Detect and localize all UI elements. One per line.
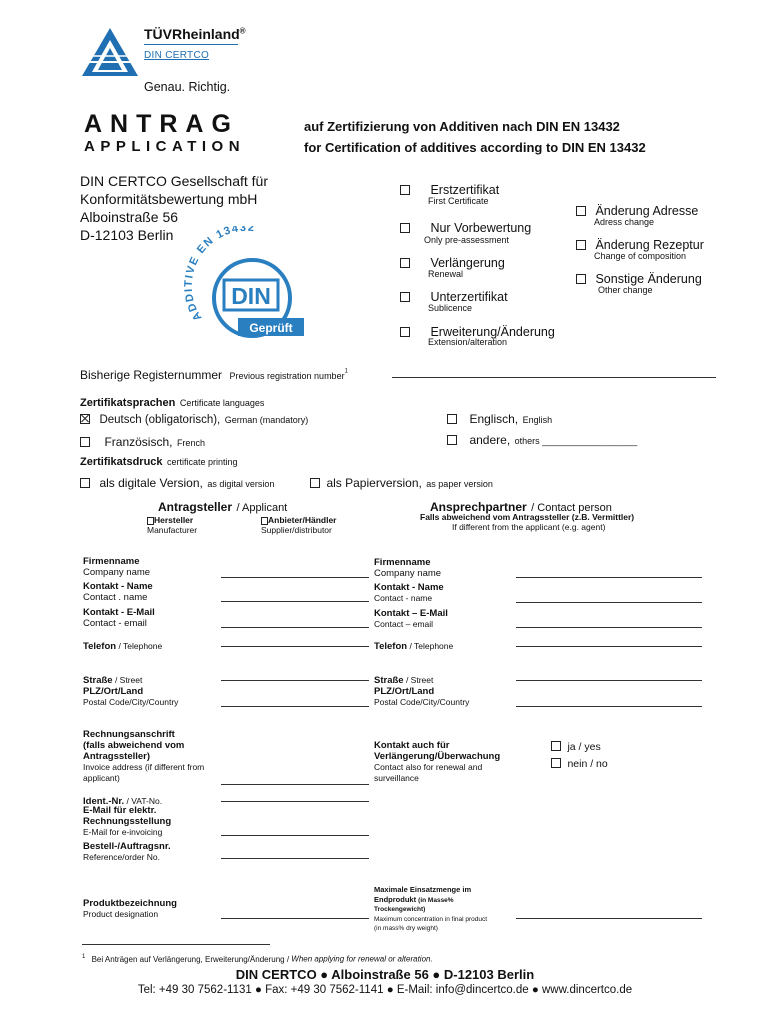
din-seal <box>180 226 320 346</box>
footer-address: DIN CERTCO ● Alboinstraße 56 ● D-12103 Berlin <box>235 967 535 982</box>
max-conc-label <box>374 885 487 934</box>
left-company-input[interactable] <box>221 577 369 578</box>
print-paper-en: as paper version <box>426 479 493 489</box>
max-conc-input[interactable] <box>516 918 702 919</box>
cert-type-sub: Only pre-assessment <box>424 235 510 245</box>
ident-de: Ident.-Nr. <box>83 796 125 807</box>
left-phone-en: / Telephone <box>116 641 163 651</box>
languages-heading-en: Certificate languages <box>179 398 265 408</box>
contact-heading-en: / Contact person <box>531 502 612 514</box>
left-postal-sub: Postal Code/City/Country <box>83 697 179 707</box>
registration-en: Previous registration number <box>229 371 345 381</box>
einvoice-input[interactable] <box>221 835 369 836</box>
left-contact-name-sub: Contact . name <box>83 592 148 603</box>
manufacturer-en: Manufacturer <box>147 525 198 535</box>
checkbox-icon[interactable] <box>447 414 457 424</box>
title-en: APPLICATION <box>84 138 246 155</box>
left-email-sub: Contact - email <box>83 618 147 629</box>
right-phone-label <box>374 636 453 654</box>
checkbox-icon[interactable] <box>576 206 586 216</box>
checkbox-icon[interactable] <box>261 517 268 525</box>
right-email-sub: Contact – email <box>374 619 434 629</box>
subtitle-de: auf Zertifizierung von Additiven nach DIN EN 13432 <box>304 119 620 134</box>
checkbox-icon[interactable] <box>576 240 586 250</box>
brand-reg: ® <box>239 26 246 36</box>
renewal-de1: Kontakt auch für <box>374 740 450 751</box>
renewal-contact-label <box>374 740 500 784</box>
checkbox-icon[interactable] <box>400 327 410 337</box>
seal-band: Geprüft <box>249 321 293 335</box>
max-conc-de3: Trockengewicht) <box>374 906 426 913</box>
checkbox-icon[interactable] <box>80 437 90 447</box>
manufacturer-de: Hersteller <box>154 515 194 525</box>
right-street-input[interactable] <box>516 680 702 681</box>
applicant-heading-de: Antragsteller <box>158 500 233 514</box>
footnote-divider <box>82 944 270 945</box>
change-sub: Change of composition <box>594 251 687 261</box>
footnote-num: 1 <box>82 954 86 960</box>
right-company-label: Firmenname <box>374 557 431 568</box>
renewal-no[interactable] <box>551 754 608 772</box>
checkbox-icon[interactable] <box>400 223 410 233</box>
footer-contact: Tel: +49 30 7562-1131 ● Fax: +49 30 7562-1141 ● E-Mail: info@dincertco.de ● www.dincertco.de <box>137 984 633 996</box>
change-label: Sonstige Änderung <box>595 272 702 286</box>
invoice-de3: Antragssteller) <box>83 751 151 762</box>
lang-german-de: Deutsch (obligatorisch), <box>99 414 221 426</box>
order-input[interactable] <box>221 858 369 859</box>
address-line-1: DIN CERTCO Gesellschaft für <box>80 173 269 189</box>
invoice-de2: (falls abweichend vom <box>83 740 185 751</box>
contact-note-en: If different from the applicant (e.g. agent) <box>452 522 606 532</box>
checkbox-icon[interactable] <box>400 185 410 195</box>
print-digital[interactable] <box>80 474 274 492</box>
address-line-4: D-12103 Berlin <box>80 227 174 243</box>
address-line-2: Konformitätsbewertung mbH <box>80 191 258 207</box>
invoice-label <box>83 729 204 784</box>
left-company-sub: Company name <box>83 567 151 578</box>
cert-type-sub: Sublicence <box>428 303 473 313</box>
lang-french-en: French <box>176 438 205 448</box>
max-conc-de2b: (in Masse% <box>418 896 454 904</box>
checkbox-icon[interactable] <box>400 258 410 268</box>
left-street-de: Straße <box>83 675 113 686</box>
right-company-sub: Company name <box>374 568 442 579</box>
brand-divider <box>144 44 238 45</box>
lang-other-de: andere, <box>469 433 511 447</box>
cert-type-label: Erweiterung/Änderung <box>430 325 555 339</box>
lang-french-de: Französisch, <box>104 435 173 449</box>
checkbox-checked-icon[interactable] <box>80 414 90 424</box>
applicant-heading <box>158 498 287 516</box>
right-postal-sub: Postal Code/City/Country <box>374 697 470 707</box>
right-email-label: Kontakt – E-Mail <box>374 608 448 619</box>
footnote-de: Bei Anträgen auf Verlängerung, Erweiterung/Änderung / <box>91 954 290 964</box>
right-postal-input[interactable] <box>516 706 702 707</box>
renewal-en2: surveillance <box>374 773 419 783</box>
checkbox-icon[interactable] <box>576 274 586 284</box>
cert-type-label: Erstzertifikat <box>430 183 500 197</box>
renewal-yes[interactable] <box>551 737 601 755</box>
change-sub: Other change <box>598 285 653 295</box>
lang-english-en: English <box>522 415 553 425</box>
right-phone-de: Telefon <box>374 641 408 652</box>
lang-other-en: others ___________________ <box>514 436 638 446</box>
lang-german[interactable] <box>80 410 308 428</box>
order-label: Bestell-/Auftragsnr. <box>83 841 171 852</box>
checkbox-icon[interactable] <box>147 517 154 525</box>
supplier-en: Supplier/distributor <box>261 525 332 535</box>
footnote-en: When applying for renewal or alteration. <box>291 954 433 964</box>
invoice-en1: Invoice address (if different from <box>83 762 205 772</box>
supplier-de: Anbieter/Händler <box>268 515 337 525</box>
change-label: Änderung Rezeptur <box>595 238 704 252</box>
right-street-en: / Street <box>403 675 434 685</box>
left-contact-name-input[interactable] <box>221 601 369 602</box>
brand-top <box>144 26 246 42</box>
einvoice-en: E-Mail for e-invoicing <box>83 827 163 837</box>
max-conc-de2: Endprodukt <box>374 894 417 904</box>
renewal-de2: Verlängerung/Überwachung <box>374 751 501 762</box>
right-postal-label: PLZ/Ort/Land <box>374 686 435 697</box>
seal-arc-text: ADDITIVE EN 13432 <box>182 226 257 323</box>
cert-type-sub: Extension/alteration <box>428 337 508 347</box>
languages-heading-de: Zertifikatsprachen <box>80 397 176 409</box>
right-contact-name-label: Kontakt - Name <box>374 582 444 593</box>
lang-english-de: Englisch, <box>469 412 519 426</box>
applicant-supplier[interactable] <box>261 515 337 525</box>
lang-french[interactable] <box>80 433 205 451</box>
registration-input[interactable] <box>392 377 716 378</box>
left-phone-label <box>83 636 162 654</box>
print-digital-en: as digital version <box>207 479 275 489</box>
renewal-no-label: nein / no <box>567 758 608 770</box>
max-conc-de2-row <box>374 895 487 906</box>
einvoice-de2: Rechnungsstellung <box>83 816 172 827</box>
print-paper-de: als Papierversion, <box>326 476 422 490</box>
title-de: ANTRAG <box>84 110 239 138</box>
right-company-input[interactable] <box>516 577 702 578</box>
cert-type-label: Verlängerung <box>430 256 505 270</box>
right-street-de: Straße <box>374 675 404 686</box>
registration-sup: 1 <box>344 368 348 375</box>
cert-type-label: Nur Vorbewertung <box>430 221 532 235</box>
product-label: Produktbezeichnung <box>83 898 177 909</box>
product-sub: Product designation <box>83 909 159 919</box>
printing-heading <box>80 452 238 470</box>
left-street-input[interactable] <box>221 680 369 681</box>
print-paper[interactable] <box>310 474 493 492</box>
left-postal-input[interactable] <box>221 706 369 707</box>
renewal-yes-label: ja / yes <box>567 741 601 753</box>
lang-english[interactable] <box>447 410 552 428</box>
change-label: Änderung Adresse <box>595 204 699 218</box>
left-phone-input[interactable] <box>221 646 369 647</box>
left-company-label: Firmenname <box>83 556 140 567</box>
contact-heading-de: Ansprechpartner <box>430 500 527 514</box>
print-digital-de: als digitale Version, <box>99 476 203 490</box>
registration-de: Bisherige Registernummer <box>80 368 223 382</box>
max-conc-en2: (in mass% dry weight) <box>374 925 438 932</box>
right-phone-input[interactable] <box>516 646 702 647</box>
checkbox-icon[interactable] <box>551 741 561 751</box>
invoice-input[interactable] <box>221 784 369 785</box>
right-contact-name-input[interactable] <box>516 602 702 603</box>
renewal-en1: Contact also for renewal and <box>374 762 483 772</box>
languages-heading <box>80 393 264 411</box>
change-sub: Adress change <box>594 217 655 227</box>
brand-bottom: DIN CERTCO <box>144 50 210 61</box>
registration-label <box>80 366 348 384</box>
right-contact-name-sub: Contact - name <box>374 593 433 603</box>
left-contact-name-label: Kontakt - Name <box>83 581 153 592</box>
checkbox-icon[interactable] <box>400 292 410 302</box>
printing-heading-de: Zertifikatsdruck <box>80 456 163 468</box>
footnote <box>82 954 433 964</box>
left-email-input[interactable] <box>221 627 369 628</box>
invoice-en2: applicant) <box>83 773 120 783</box>
checkbox-icon[interactable] <box>80 478 90 488</box>
max-conc-en1: Maximum concentration in final product <box>374 915 488 923</box>
cert-type-label: Unterzertifikat <box>430 290 508 304</box>
applicant-heading-en: / Applicant <box>236 502 288 514</box>
address-line-3: Alboinstraße 56 <box>80 209 179 225</box>
product-input[interactable] <box>221 918 369 919</box>
subtitle-en: for Certification of additives according to DIN EN 13432 <box>304 140 646 155</box>
ident-en: / VAT-No. <box>124 796 163 806</box>
printing-heading-en: certificate printing <box>166 457 238 467</box>
lang-german-en: German (mandatory) <box>224 415 309 425</box>
left-email-label: Kontakt - E-Mail <box>83 607 155 618</box>
checkbox-icon[interactable] <box>310 478 320 488</box>
checkbox-icon[interactable] <box>551 758 561 768</box>
einvoice-label <box>83 805 171 838</box>
cert-type-sub: Renewal <box>428 269 464 279</box>
applicant-manufacturer[interactable] <box>147 515 193 525</box>
tuv-logo <box>80 26 140 78</box>
left-postal-label: PLZ/Ort/Land <box>83 686 144 697</box>
einvoice-de1: E-Mail für elektr. <box>83 805 157 816</box>
seal-mark: DIN <box>231 283 271 309</box>
slogan: Genau. Richtig. <box>144 80 231 94</box>
max-conc-de1: Maximale Einsatzmenge im <box>374 885 472 894</box>
contact-note-de: Falls abweichend vom Antragssteller (z.B. Vermittler) <box>420 512 635 522</box>
lang-other[interactable] <box>447 431 637 449</box>
cert-type-sub: First Certificate <box>428 196 489 206</box>
right-email-input[interactable] <box>516 627 702 628</box>
left-street-en: / Street <box>112 675 143 685</box>
brand-top-text: TÜVRheinland <box>144 26 240 42</box>
left-phone-de: Telefon <box>83 641 117 652</box>
ident-input[interactable] <box>221 801 369 802</box>
invoice-de1: Rechnungsanschrift <box>83 729 175 740</box>
right-phone-en: / Telephone <box>407 641 454 651</box>
checkbox-icon[interactable] <box>447 435 457 445</box>
order-sub: Reference/order No. <box>83 852 161 862</box>
